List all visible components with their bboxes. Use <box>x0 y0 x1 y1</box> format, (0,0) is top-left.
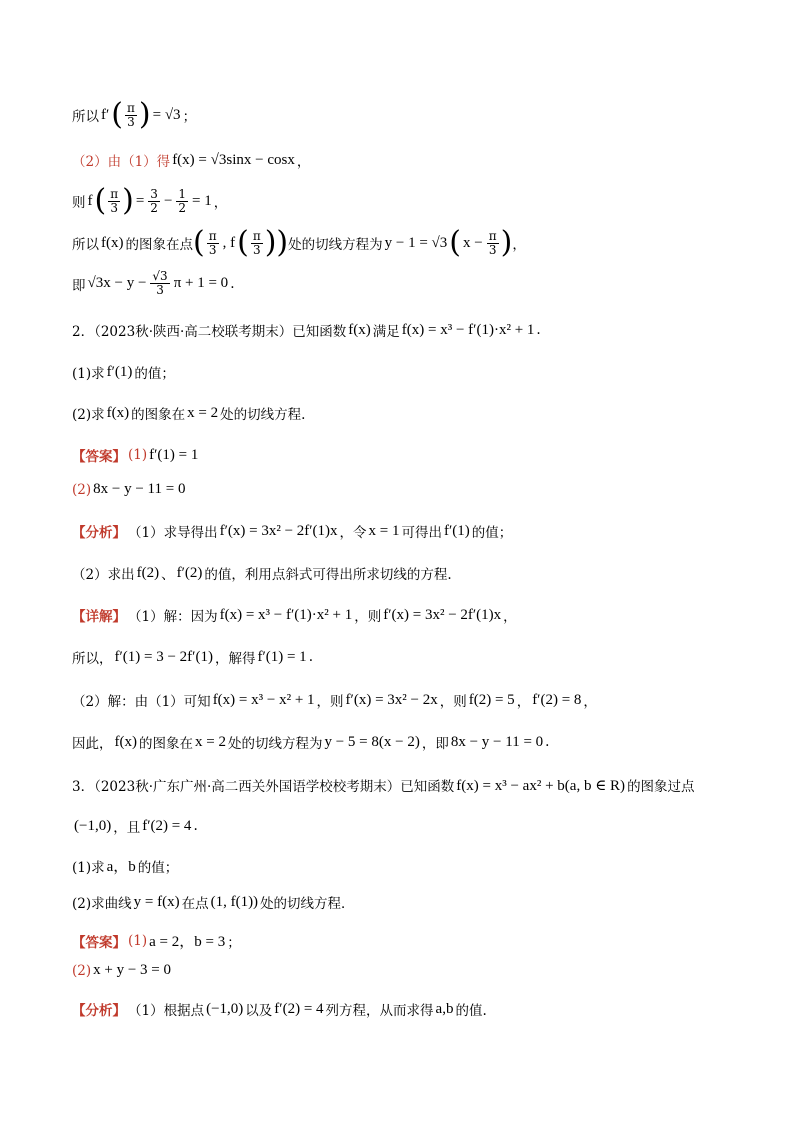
text: （2）解：由（1）可知 <box>72 694 211 710</box>
text: (2) <box>72 962 92 979</box>
denominator: 3 <box>252 242 261 257</box>
q3-analysis-line <box>72 999 487 1019</box>
text: (1)求 <box>72 859 105 876</box>
text: （1）求导得出 <box>128 525 218 541</box>
text: ，解得 <box>214 651 256 667</box>
text: 2．（2023秋·陕西·高二校联考期末）已知函数 <box>72 324 347 340</box>
text: 列方程，从而求得 <box>325 1003 434 1019</box>
answer-tag: 【答案】 <box>72 934 126 951</box>
fraction <box>108 188 120 215</box>
math: f′(x) = 3x² − 2f′(1)x <box>383 606 502 623</box>
text: . <box>545 734 550 750</box>
solution-line-4 <box>72 225 526 260</box>
math: x = 2 <box>195 733 226 750</box>
paren-right: ) <box>138 97 151 132</box>
math: f′(2) <box>176 564 203 581</box>
text: 处的切线方程为 <box>288 237 383 253</box>
question-3-part-1 <box>72 855 178 876</box>
math: f(x) <box>106 404 130 421</box>
text: (2)求 <box>72 407 105 423</box>
denominator: 3 <box>127 114 135 129</box>
paren-left: ( <box>111 97 123 132</box>
answer-line-2 <box>72 481 187 498</box>
math: a = 2，b = 3 <box>149 934 226 950</box>
math: f′(1) = 1 <box>257 648 307 665</box>
math: y − 1 = √3 <box>384 234 448 251</box>
analysis-tag: 【分析】 <box>72 1003 126 1019</box>
text: 所以 <box>72 109 99 125</box>
text: 的值； <box>137 859 179 876</box>
question-2 <box>72 320 541 340</box>
text: （2）由（1）得 <box>72 154 171 170</box>
text: ，则 <box>354 609 382 625</box>
text: ； <box>182 109 197 125</box>
math: (−1,0) <box>74 817 112 834</box>
math: x − <box>463 234 483 251</box>
numerator: 3 <box>150 186 158 201</box>
math: f′(1) = 3 − 2f′(1) <box>114 648 213 665</box>
text: . <box>193 818 198 834</box>
denominator: 2 <box>150 200 158 215</box>
text: 的值； <box>471 525 513 541</box>
detail-line-4 <box>72 732 549 752</box>
text: 则 <box>72 195 86 211</box>
text: ； <box>227 934 241 951</box>
text: ， <box>583 694 597 710</box>
text: 的值. <box>455 1003 487 1019</box>
numerator: √3 <box>152 269 168 283</box>
math: f′(1) <box>106 363 133 380</box>
text: (2) <box>72 481 92 498</box>
fraction <box>487 230 499 257</box>
math: π + 1 = 0 <box>173 275 229 291</box>
math: f(x) <box>348 321 371 338</box>
solution-line-1 <box>72 97 197 132</box>
math: = 1 <box>192 192 212 209</box>
math: a，b <box>106 859 136 875</box>
math: f(x) <box>114 733 137 750</box>
fraction <box>150 270 169 297</box>
denominator: 3 <box>110 200 118 215</box>
text: ， <box>503 609 517 625</box>
denominator: 3 <box>488 242 497 257</box>
question-3 <box>72 775 695 795</box>
math: f′ <box>101 106 110 123</box>
question-2-part-2 <box>72 403 305 423</box>
paren-right: ) <box>500 225 513 260</box>
math: = <box>135 192 145 209</box>
text: 的值，利用点斜式可得出所求切线的方程. <box>204 567 452 583</box>
math: x = 1 <box>368 522 400 539</box>
math: f(2) <box>136 564 160 581</box>
text: ， <box>516 694 531 710</box>
text: 在点 <box>181 896 209 912</box>
text: 、 <box>161 567 175 583</box>
math: x = 2 <box>187 404 219 421</box>
answer-line-1 <box>72 445 200 465</box>
text: (2)求曲线 <box>72 896 132 912</box>
math: y − 5 = 8(x − 2) <box>324 733 420 750</box>
math: 8x − y − 11 = 0 <box>93 481 186 497</box>
text: 可得出 <box>401 525 443 541</box>
text: 所以 <box>72 237 99 253</box>
text: . <box>230 275 235 292</box>
q3-answer-line-1 <box>72 930 241 951</box>
math: f′(1) <box>444 522 470 539</box>
fraction <box>148 188 160 215</box>
analysis-line-1 <box>72 521 512 541</box>
text: （2）求出 <box>72 567 135 583</box>
paren-left: ( <box>193 225 205 260</box>
math: f(x) = x³ − f′(1)·x² + 1 <box>219 606 353 623</box>
answer-tag: 【答案】 <box>72 449 126 465</box>
math: f <box>87 192 93 209</box>
detail-tag: 【详解】 <box>72 609 126 625</box>
math: f(x) = x³ − x² + 1 <box>212 691 315 708</box>
math: √3x − y − <box>87 275 147 291</box>
text: ，即 <box>421 736 449 752</box>
fraction <box>207 230 219 257</box>
question-3-cont <box>72 816 198 836</box>
text: . <box>308 649 313 665</box>
text: 的图象在点 <box>125 237 193 253</box>
text: 的图象过点 <box>627 779 695 795</box>
math: f′(2) = 8 <box>532 691 582 708</box>
text: ， <box>512 237 526 253</box>
text: ，且 <box>113 820 141 836</box>
question-3-part-2 <box>72 892 355 912</box>
question-2-part-1 <box>72 362 175 382</box>
text: ，则 <box>316 694 344 710</box>
text: 3．（2023秋·广东广州·高二西关外国语学校校考期末）已知函数 <box>72 779 455 795</box>
text: 处的切线方程． <box>260 896 355 912</box>
text: 满足 <box>372 324 400 340</box>
text: 的图象在 <box>131 407 186 423</box>
solution-line-3 <box>72 183 228 218</box>
detail-line-2 <box>72 647 313 667</box>
solution-line-2 <box>72 150 310 170</box>
math: y = f(x) <box>133 893 180 910</box>
math: − <box>163 192 173 209</box>
math: f(x) = √3sinx − cosx <box>172 151 295 168</box>
paren-right: )) <box>264 225 289 260</box>
denominator: 2 <box>178 200 187 215</box>
paren-left: ( <box>449 225 462 260</box>
math: f′(x) = 3x² − 2f′(1)x <box>219 522 338 539</box>
numerator: π <box>488 228 497 243</box>
numerator: π <box>110 186 119 201</box>
solution-line-5 <box>72 270 234 297</box>
math: f′(2) = 4 <box>274 1000 324 1017</box>
math: , f <box>222 234 236 251</box>
text: 以及 <box>245 1003 273 1019</box>
numerator: π <box>208 228 217 243</box>
math: f′(2) = 4 <box>142 817 192 834</box>
text: 的值； <box>134 366 175 382</box>
text: ，则 <box>439 694 467 710</box>
math: f′(x) = 3x² − 2x <box>345 691 438 708</box>
text: . <box>536 322 541 338</box>
math: = √3 <box>152 106 181 123</box>
fraction <box>125 102 137 129</box>
q3-answer-line-2 <box>72 962 173 979</box>
text: ， <box>213 195 228 211</box>
math: (−1,0) <box>206 1000 244 1017</box>
math: f′(1) = 1 <box>149 446 199 463</box>
math: 8x − y − 11 = 0 <box>450 733 544 750</box>
fraction <box>251 230 263 257</box>
analysis-line-2 <box>72 563 452 583</box>
detail-line-1 <box>72 605 517 625</box>
text: 处的切线方程为 <box>227 736 323 752</box>
text: 处的切线方程. <box>220 407 306 423</box>
text: （1）解：因为 <box>128 609 218 625</box>
numerator: 1 <box>178 186 187 201</box>
paren-left: ( <box>94 183 107 218</box>
analysis-tag: 【分析】 <box>72 525 126 541</box>
denominator: 3 <box>208 242 217 257</box>
math: (1, f(1)) <box>210 893 259 910</box>
text: (1) <box>128 447 148 463</box>
math: f(x) = x³ − f′(1)·x² + 1 <box>401 321 535 338</box>
math: f(x) <box>101 234 124 251</box>
math: f(x) = x³ − ax² + b(a, b ∈ R) <box>456 777 626 794</box>
text: ， <box>296 154 311 170</box>
fraction <box>176 188 188 215</box>
math: x + y − 3 = 0 <box>93 962 172 978</box>
text: ，令 <box>339 525 367 541</box>
text: 的图象在 <box>139 736 193 752</box>
numerator: π <box>252 228 261 243</box>
paren-left: ( <box>237 225 249 260</box>
math: a,b <box>435 1000 454 1017</box>
text: 因此， <box>72 736 113 752</box>
numerator: π <box>127 100 135 115</box>
text: 所以， <box>72 651 113 667</box>
paren-right: ) <box>122 183 134 218</box>
math: f(2) = 5 <box>468 691 515 708</box>
text: (1) <box>128 932 148 949</box>
detail-line-3 <box>72 690 597 710</box>
text: 即 <box>72 277 86 294</box>
text: （1）根据点 <box>128 1003 205 1019</box>
text: (1)求 <box>72 366 105 382</box>
denominator: 3 <box>156 283 164 297</box>
